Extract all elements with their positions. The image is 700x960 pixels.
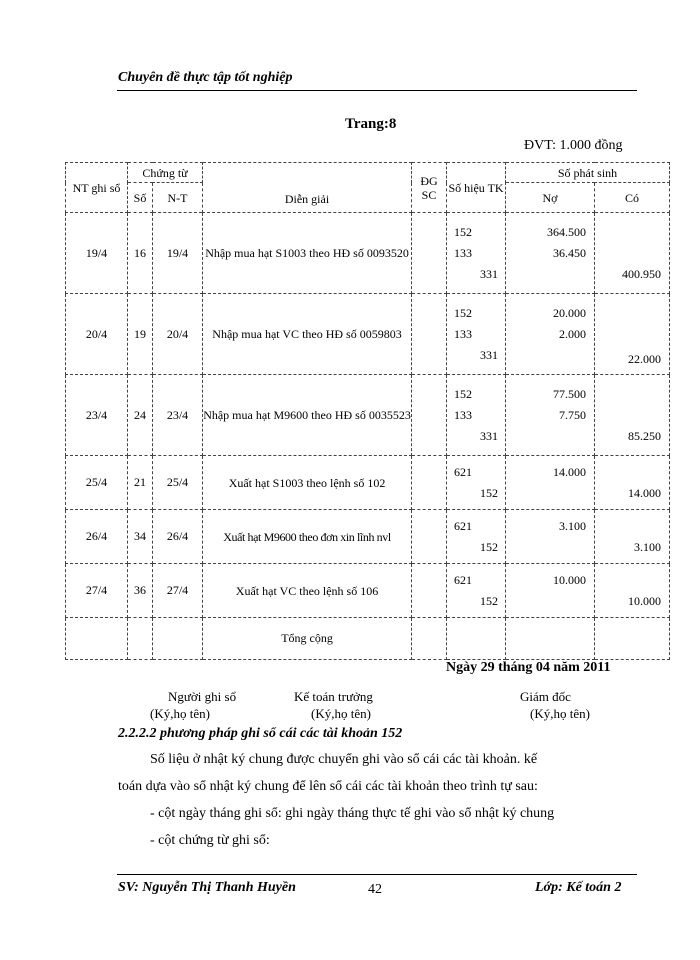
account-code: 152	[480, 539, 499, 554]
footer-divider	[117, 874, 637, 875]
table-row	[66, 456, 670, 510]
account-code: 133	[454, 407, 473, 422]
credit-amount	[595, 462, 669, 483]
row-date: 27/4	[66, 564, 128, 618]
header-dien-giai: Diễn giải	[203, 163, 412, 213]
debit-amount	[506, 591, 594, 612]
account-code: 621	[454, 464, 473, 479]
debit-amount: 14.000	[553, 464, 587, 479]
debit-amount: 10.000	[553, 572, 587, 587]
row-voucher-date: 23/4	[153, 375, 203, 456]
debit-amount: 20.000	[553, 305, 587, 320]
total-label: Tổng cộng	[203, 618, 412, 660]
account-code: 152	[454, 305, 473, 320]
credit-amount	[595, 405, 669, 426]
credit-amount: 10.000	[628, 593, 662, 608]
header-divider	[117, 90, 637, 91]
account-code: 331	[480, 347, 499, 362]
row-credit	[595, 213, 670, 294]
credit-amount	[595, 222, 669, 243]
account-code: 331	[480, 428, 499, 443]
credit-amount	[595, 516, 669, 537]
row-voucher-date: 20/4	[153, 294, 203, 375]
bullet-line-1: - cột ngày tháng ghi sổ: ghi ngày tháng thực tế ghi vào sổ nhật ký chung	[150, 806, 555, 821]
account-code: 152	[454, 224, 473, 239]
header-so-phat-sinh: Số phát sinh	[506, 163, 670, 183]
debit-amount: 364.500	[547, 224, 587, 239]
credit-amount: 85.250	[628, 428, 662, 443]
row-date: 19/4	[66, 213, 128, 294]
row-dgsc	[412, 564, 447, 618]
header-co: Có	[595, 183, 670, 213]
section-title: 2.2.2.2 phương pháp ghi sổ cái các tài khoản 152	[118, 726, 403, 741]
paragraph-line-1: Số liệu ở nhật ký chung được chuyển ghi vào sổ cái các tài khoản. kế	[150, 752, 538, 767]
row-voucher-date: 26/4	[153, 510, 203, 564]
debit-amount: 36.450	[553, 245, 587, 260]
row-credit	[595, 294, 670, 375]
credit-amount	[595, 384, 669, 405]
table-row	[66, 564, 670, 618]
row-voucher-number: 19	[128, 294, 153, 375]
credit-amount	[595, 320, 669, 341]
row-date: 23/4	[66, 375, 128, 456]
debit-amount: 3.100	[559, 518, 587, 533]
row-description: Xuất hạt S1003 theo lệnh số 102	[203, 456, 412, 510]
account-code: 133	[454, 245, 473, 260]
row-debit	[506, 564, 595, 618]
account-code: 152	[480, 593, 499, 608]
row-description: Nhập mua hạt M9600 theo HĐ số 0035523	[203, 375, 412, 456]
header-so-hieu-tk: Số hiệu TK	[447, 163, 506, 213]
debit-amount	[506, 426, 594, 447]
credit-amount	[595, 570, 669, 591]
account-code: 152	[480, 485, 499, 500]
page-label: Trang:8	[345, 116, 397, 132]
signature-preparer: Người ghi sổ	[168, 689, 237, 704]
row-credit	[595, 564, 670, 618]
row-voucher-number: 34	[128, 510, 153, 564]
row-date: 25/4	[66, 456, 128, 510]
signature-chief-accountant: Kế toán trưởng	[294, 689, 373, 704]
credit-amount: 3.100	[634, 539, 662, 554]
row-account-codes	[447, 510, 506, 564]
row-voucher-date: 25/4	[153, 456, 203, 510]
row-description: Xuất hạt VC theo lệnh số 106	[203, 564, 412, 618]
table-row	[66, 375, 670, 456]
credit-amount: 14.000	[628, 485, 662, 500]
account-code: 133	[454, 326, 473, 341]
header-nt: N-T	[153, 183, 203, 213]
ledger-table	[65, 162, 670, 660]
row-credit	[595, 510, 670, 564]
paragraph-line-2: toán dựa vào sổ nhật ký chung để lên sổ cái các tài khoản theo trình tự sau:	[118, 779, 538, 794]
bullet-line-2: - cột chứng từ ghi sổ:	[150, 833, 270, 848]
row-account-codes	[447, 213, 506, 294]
account-code: 152	[454, 386, 473, 401]
footer-class: Lớp: Kế toán 2	[535, 880, 622, 895]
row-dgsc	[412, 456, 447, 510]
table-row	[66, 213, 670, 294]
header-so: Số	[128, 183, 153, 213]
account-code: 331	[480, 266, 499, 281]
signature-chief-accountant-sub: (Ký,họ tên)	[311, 706, 371, 721]
row-date: 26/4	[66, 510, 128, 564]
debit-amount	[506, 264, 594, 285]
date-line: Ngày 29 tháng 04 năm 2011	[446, 660, 611, 675]
table-row	[66, 510, 670, 564]
header-nt-ghi-so: NT ghi sổ	[66, 163, 128, 213]
header-no: Nợ	[506, 183, 595, 213]
account-code: 621	[454, 518, 473, 533]
credit-amount: 22.000	[628, 351, 662, 366]
row-debit	[506, 375, 595, 456]
row-dgsc	[412, 375, 447, 456]
debit-amount: 77.500	[553, 386, 587, 401]
credit-amount	[595, 243, 669, 264]
credit-amount	[595, 299, 669, 320]
row-account-codes	[447, 456, 506, 510]
footer-page-number: 42	[368, 882, 382, 897]
row-account-codes	[447, 294, 506, 375]
row-voucher-date: 19/4	[153, 213, 203, 294]
row-dgsc	[412, 213, 447, 294]
document-header-title: Chuyên đề thực tập tốt nghiệp	[118, 70, 293, 85]
debit-amount: 7.750	[559, 407, 587, 422]
row-voucher-number: 16	[128, 213, 153, 294]
row-debit	[506, 213, 595, 294]
row-debit	[506, 456, 595, 510]
row-voucher-number: 24	[128, 375, 153, 456]
unit-label: ĐVT: 1.000 đồng	[524, 138, 623, 153]
row-description: Nhập mua hạt S1003 theo HĐ số 0093520	[203, 213, 412, 294]
row-credit	[595, 456, 670, 510]
footer-student-name: SV: Nguyễn Thị Thanh Huyền	[118, 880, 296, 895]
row-debit	[506, 510, 595, 564]
row-dgsc	[412, 294, 447, 375]
signature-director: Giám đốc	[520, 689, 571, 704]
row-account-codes	[447, 375, 506, 456]
row-description: Nhập mua hạt VC theo HĐ số 0059803	[203, 294, 412, 375]
row-voucher-date: 27/4	[153, 564, 203, 618]
row-credit	[595, 375, 670, 456]
header-chung-tu: Chứng từ	[128, 163, 203, 183]
signature-preparer-sub: (Ký,họ tên)	[150, 706, 210, 721]
debit-amount	[506, 345, 594, 366]
debit-amount: 2.000	[559, 326, 587, 341]
row-debit	[506, 294, 595, 375]
row-account-codes	[447, 564, 506, 618]
debit-amount	[506, 483, 594, 504]
credit-amount: 400.950	[622, 266, 662, 281]
row-voucher-number: 21	[128, 456, 153, 510]
row-date: 20/4	[66, 294, 128, 375]
header-dgsc: ĐG SC	[412, 163, 447, 213]
total-row	[66, 618, 670, 660]
row-dgsc	[412, 510, 447, 564]
row-description: Xuất hạt M9600 theo đơn xin lĩnh nvl	[203, 510, 412, 564]
signature-director-sub: (Ký,họ tên)	[530, 706, 590, 721]
account-code: 621	[454, 572, 473, 587]
debit-amount	[506, 537, 594, 558]
row-voucher-number: 36	[128, 564, 153, 618]
table-row	[66, 294, 670, 375]
